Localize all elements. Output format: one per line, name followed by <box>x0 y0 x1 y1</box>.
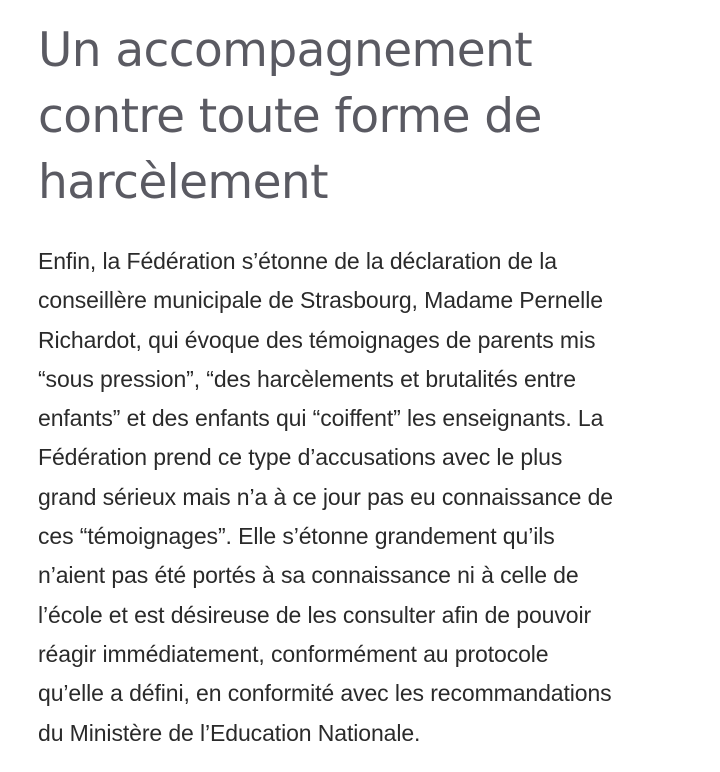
heading-line: harcèlement <box>38 155 328 210</box>
paragraph-line: conseillère municipale de Strasbourg, Madame Pernelle <box>38 287 603 314</box>
article-heading <box>38 18 698 216</box>
paragraph-line: “sous pression”, “des harcèlements et brutalités entre <box>38 365 576 392</box>
heading-line: contre toute forme de <box>38 89 542 144</box>
heading-line: Un accompagnement <box>38 23 533 78</box>
paragraph-line: enfants” et des enfants qui “coiffent” les enseignants. La <box>38 405 604 432</box>
paragraph-line: qu’elle a défini, en conformité avec les recommandations <box>38 680 612 707</box>
paragraph-line: Enfin, la Fédération s’étonne de la déclaration de la <box>38 248 557 274</box>
paragraph-line: grand sérieux mais n’a à ce jour pas eu connaissance de <box>38 483 613 510</box>
article-paragraph <box>38 242 698 753</box>
paragraph-line: Richardot, qui évoque des témoignages de parents mis <box>38 326 596 353</box>
paragraph-line: réagir immédiatement, conformément au protocole <box>38 640 549 667</box>
paragraph-line: du Ministère de l’Education Nationale. <box>38 719 421 746</box>
paragraph-line: l’école et est désireuse de les consulter afin de pouvoir <box>38 601 592 628</box>
paragraph-line: Fédération prend ce type d’accusations avec le plus <box>38 444 563 471</box>
article <box>38 18 698 753</box>
paragraph-line: n’aient pas été portés à sa connaissance ni à celle de <box>38 562 579 589</box>
paragraph-line: ces “témoignages”. Elle s’étonne grandement qu’ils <box>38 523 555 550</box>
